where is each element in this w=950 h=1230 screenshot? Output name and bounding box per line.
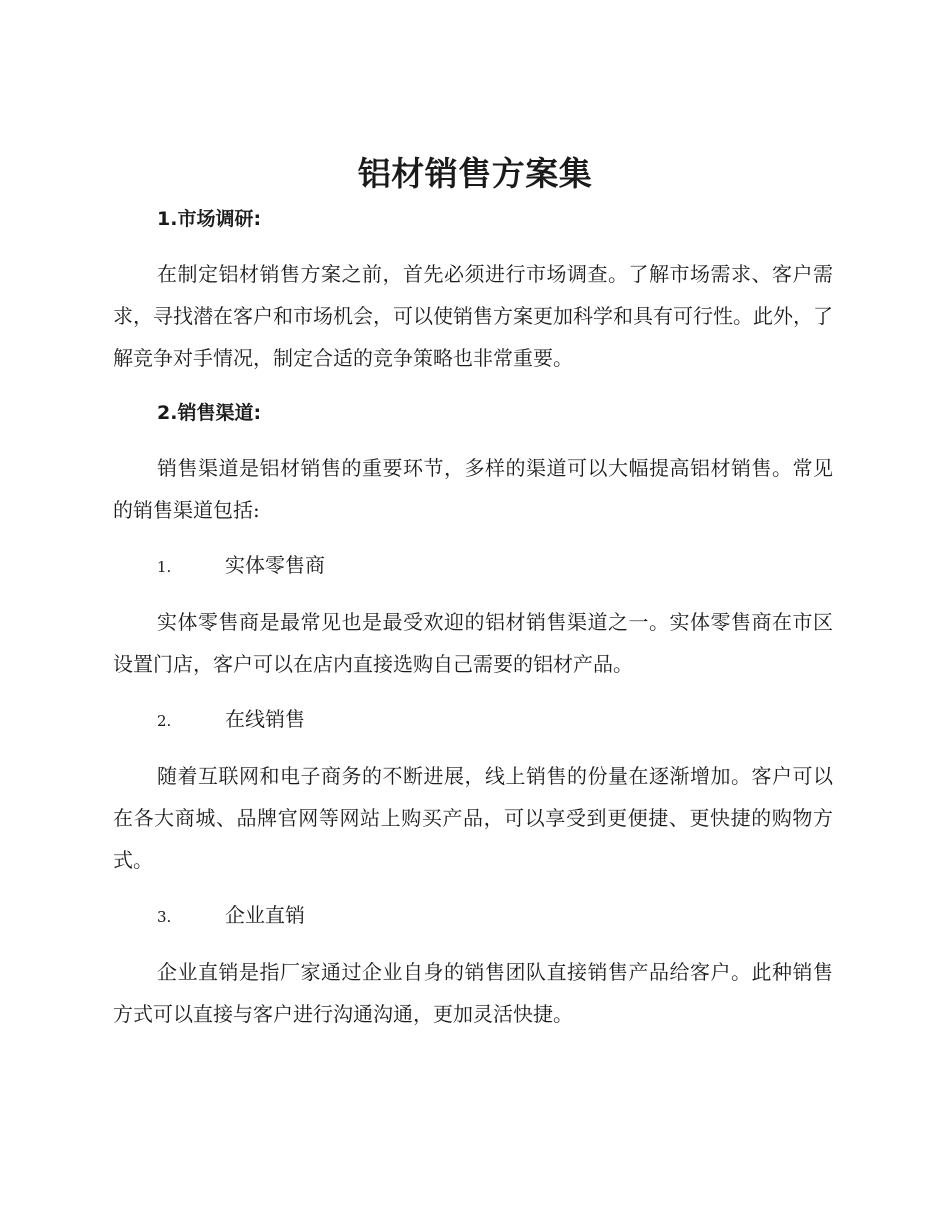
paragraph-physical-retail: 实体零售商是最常见也是最受欢迎的铝材销售渠道之一。实体零售商在市区设置门店，客户可以在店内直接选购自己需要的铝材产品。 (113, 610, 833, 676)
paragraph-market-research: 在制定铝材销售方案之前，首先必须进行市场调查。了解市场需求、客户需求，寻找潜在客户和市场机会，可以使销售方案更加科学和具有可行性。此外，了解竞争对手情况，制定合适的竞争策略也非常重要。 (113, 262, 833, 370)
list-item-physical-retail (113, 544, 833, 588)
list-item-number: 1. (157, 558, 172, 576)
list-item-online-sales (113, 698, 833, 742)
list-item-label: 企业直销 (225, 903, 305, 927)
section-heading-sales-channels: 2.销售渠道: (157, 402, 262, 424)
list-item-label: 在线销售 (225, 707, 305, 731)
list-item-label: 实体零售商 (225, 553, 325, 577)
list-item-number: 2. (157, 712, 172, 730)
document-body (113, 198, 833, 1035)
section-heading-market-research: 1.市场调研: (157, 208, 262, 230)
document-title: 铝材销售方案集 (357, 154, 593, 193)
list-item-direct-sales (113, 894, 833, 938)
paragraph-online-sales: 随着互联网和电子商务的不断进展，线上销售的份量在逐渐增加。客户可以在各大商城、品牌官网等网站上购买产品，可以享受到更便捷、更快捷的购物方式。 (113, 764, 833, 872)
paragraph-direct-sales: 企业直销是指厂家通过企业自身的销售团队直接销售产品给客户。此种销售方式可以直接与客户进行沟通沟通，更加灵活快捷。 (113, 960, 833, 1026)
list-item-number: 3. (157, 908, 172, 926)
paragraph-sales-channels: 销售渠道是铝材销售的重要环节，多样的渠道可以大幅提高铝材销售。常见的销售渠道包括: (113, 456, 833, 522)
